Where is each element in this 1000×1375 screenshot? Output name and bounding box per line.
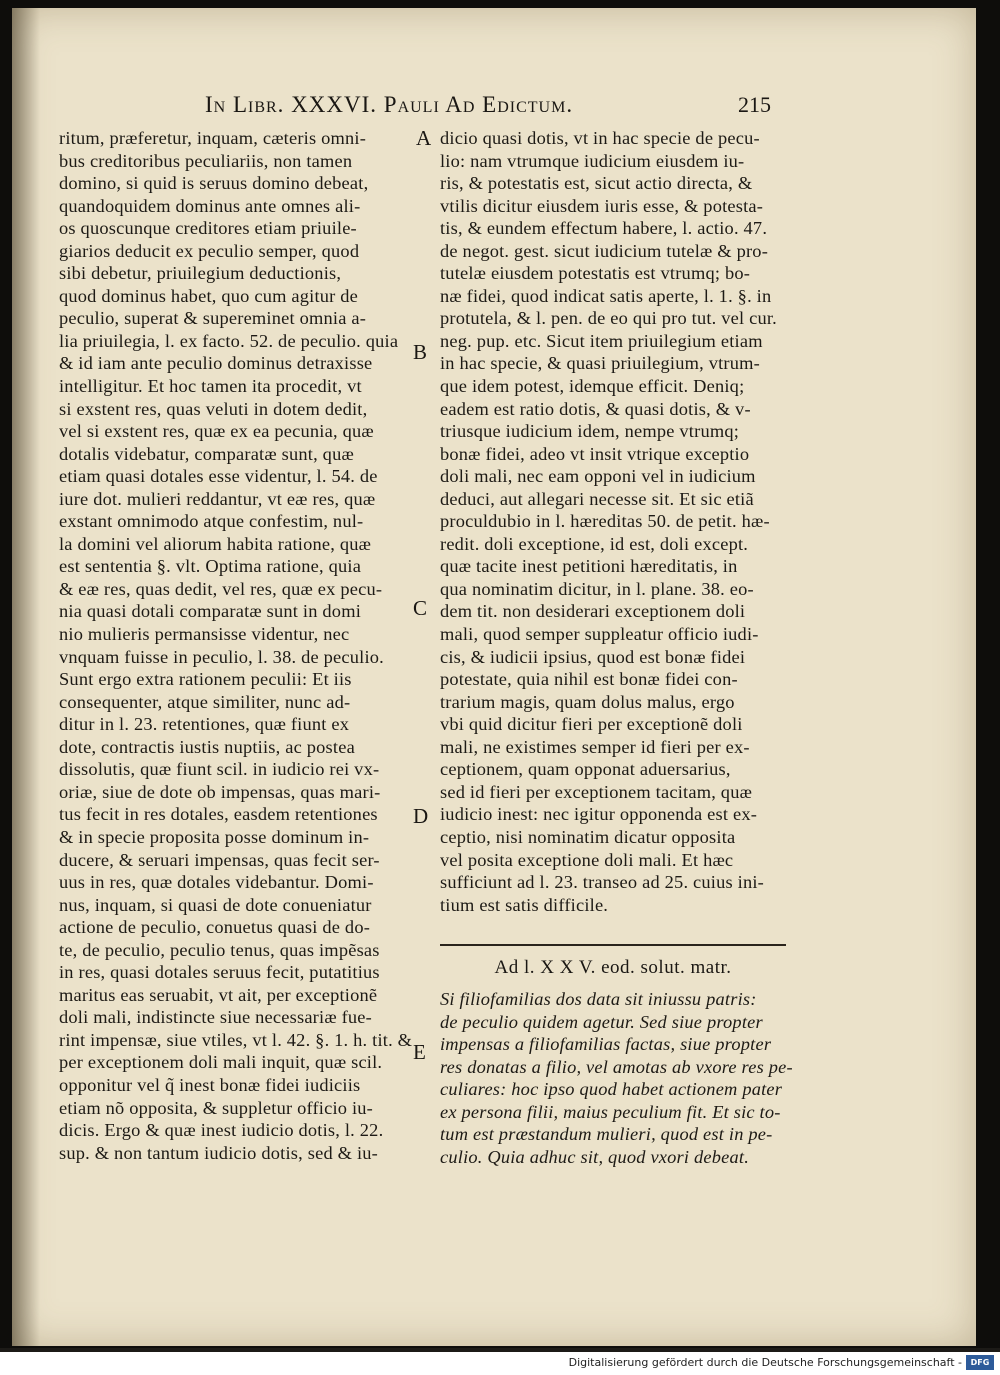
text-line: mali, ne existimes semper id fieri per ex- <box>440 736 750 757</box>
text-line: bonæ fidei, adeo vt insit vtrique exceptio <box>440 443 750 464</box>
text-line: tis, & eundem effectum habere, l. actio. 47. <box>440 218 768 239</box>
margin-letter-c: C <box>413 596 428 620</box>
text-line: etiam quasi dotales esse videntur, l. 54. de <box>59 466 378 487</box>
text-line: potestate, quia nihil est bonæ fidei con- <box>440 669 738 690</box>
text-line: ceptio, nisi nominatim dicatur opposita <box>440 826 736 847</box>
text-line: iure dot. mulieri reddantur, vt eæ res, quæ <box>59 488 376 509</box>
page-gutter-shadow <box>12 8 40 1346</box>
text-line: dicis. Ergo & quæ inest iudicio dotis, l. 22. <box>59 1120 384 1141</box>
text-line: nio mulieris permansisse videntur, nec <box>59 624 350 645</box>
text-line: doli mali, indistincte siue necessariæ fue- <box>59 1007 372 1028</box>
text-line: vel posita exceptione doli mali. Et hæc <box>440 849 734 870</box>
text-line: si exstent res, quas veluti in dotem dedit, <box>59 398 368 419</box>
text-line: trarium magis, quam dolus malus, ergo <box>440 691 735 712</box>
text-line: & id iam ante peculio dominus detraxisse <box>59 353 373 374</box>
text-line: culio. Quia adhuc sit, quod vxori debeat. <box>440 1146 750 1167</box>
text-line: sup. & non tantum iudicio dotis, sed & iu- <box>59 1142 378 1163</box>
text-line: neg. pup. etc. Sicut item priuilegium etiam <box>440 330 763 351</box>
text-line: lio: nam vtrumque iudicium eiusdem iu- <box>440 150 745 171</box>
text-line: que idem potest, idemque efficit. Deniq; <box>440 376 745 397</box>
text-line: domino, si quid is seruus domino debeat, <box>59 173 369 194</box>
text-line: tium est satis difficile. <box>440 894 609 915</box>
text-line: redit. doli exceptione, id est, doli except. <box>440 533 749 554</box>
text-line: tutelæ eiusdem potestatis est vtrumq; bo- <box>440 263 751 284</box>
text-line: ducere, & seruari impensas, quas fecit ser- <box>59 849 380 870</box>
text-line: nia quasi dotali comparatæ sunt in domi <box>59 601 362 622</box>
text-line: peculio, superat & supereminet omnia a- <box>59 308 367 329</box>
text-line: vtilis dicitur eiusdem iuris esse, & potesta- <box>440 195 764 216</box>
footer-credit: Digitalisierung gefördert durch die Deutsche Forschungsgemeinschaft - <box>568 1356 962 1369</box>
text-line: quandoquidem dominus ante omnes ali- <box>59 195 361 216</box>
running-head <box>0 92 1000 120</box>
text-line: ex persona filii, maius peculium fit. Et sic to- <box>440 1101 781 1122</box>
text-line: la domini vel aliorum habita ratione, quæ <box>59 533 372 554</box>
text-line: protutela, & l. pen. de eo qui pro tut. vel cur. <box>440 308 777 329</box>
text-line: etiam nõ opposita, & suppletur officio iu- <box>59 1097 374 1118</box>
text-line: bus creditoribus peculiariis, non tamen <box>59 150 353 171</box>
text-line: cis, & iudicii ipsius, quod est bonæ fidei <box>440 646 746 667</box>
text-line: lia priuilegia, l. ex facto. 52. de peculio. quia <box>59 330 399 351</box>
text-line: ritum, præferetur, inquam, cæteris omni- <box>59 128 367 148</box>
text-line: dote, contractis iustis nuptiis, ac postea <box>59 736 355 757</box>
text-line: in res, quasi dotales seruus fecit, putatitius <box>59 962 380 983</box>
text-line: culiares: hoc ipso quod habet actionem pater <box>440 1079 783 1100</box>
text-line: ditur in l. 23. retentiones, quæ fiunt ex <box>59 714 350 735</box>
page-number: 215 <box>738 92 771 117</box>
text-line: triusque iudicium idem, nempe vtrumq; <box>440 421 740 442</box>
text-line: dem tit. non desiderari exceptionem doli <box>440 601 746 622</box>
text-line: os quoscunque creditores etiam priuile- <box>59 218 357 239</box>
text-line: quod dominus habet, quo cum agitur de <box>59 285 359 306</box>
text-line: Sunt ergo extra rationem peculii: Et iis <box>59 669 352 690</box>
text-line: & eæ res, quas dedit, vel res, quæ ex pecu- <box>59 578 383 599</box>
text-line: doli mali, nec eam opponi vel in iudicium <box>440 466 756 487</box>
margin-letter-d: D <box>413 804 429 828</box>
text-line: iudicio inest: nec igitur opponenda est ex- <box>440 804 758 825</box>
text-line: dicio quasi dotis, vt in hac specie de pecu- <box>440 128 760 148</box>
text-line: sed id fieri per exceptionem tacitam, quæ <box>440 781 753 802</box>
text-line: maritus eas seruabit, vt ait, per exceptionẽ <box>59 984 378 1005</box>
text-line: & in specie proposita posse dominum in- <box>59 826 370 847</box>
right-column-quoted-text <box>440 988 793 1168</box>
section-heading: Ad l. X X V. eod. solut. matr. <box>494 957 732 978</box>
text-line: qua nominatim dicitur, in l. plane. 38. eo- <box>440 578 754 599</box>
text-line: ris, & potestatis est, sicut actio directa, & <box>440 173 753 194</box>
dfg-logo: DFG <box>966 1355 994 1370</box>
text-line: sibi debetur, priuilegium deductionis, <box>59 263 342 284</box>
text-line: tum est præstandum mulieri, quod est in pe- <box>440 1124 773 1145</box>
text-line: res donatas a filio, vel amotas ab vxore res pe- <box>440 1056 793 1077</box>
right-text-column <box>440 127 785 916</box>
margin-letter-a: A <box>416 126 432 150</box>
text-line: mali, quod semper suppleatur officio iudi- <box>440 624 759 645</box>
text-line: næ fidei, quod indicat satis aperte, l. 1. §. in <box>440 285 772 306</box>
text-line: in hac specie, & quasi priuilegium, vtrum- <box>440 353 760 374</box>
text-line: actione de peculio, conuetus quasi de do- <box>59 917 371 938</box>
text-line: nus, inquam, si quasi de dote conueniatur <box>59 894 372 915</box>
running-title: In Libr. XXXVI. Pauli Ad Edictum. <box>205 92 574 117</box>
text-line: sufficiunt ad l. 23. transeo ad 25. cuius ini- <box>440 872 764 893</box>
margin-letter-e: E <box>413 1040 426 1064</box>
margin-letter-b: B <box>413 340 428 364</box>
text-line: eadem est ratio dotis, & quasi dotis, & v- <box>440 398 751 419</box>
text-line: est sententia §. vlt. Optima ratione, quia <box>59 556 362 577</box>
text-line: proculdubio in l. hæreditas 50. de petit. hæ- <box>440 511 770 532</box>
text-line: giarios deducit ex peculio semper, quod <box>59 240 360 261</box>
text-line: deduci, aut allegari necesse sit. Et sic etiã <box>440 488 754 509</box>
text-line: consequenter, atque similiter, nunc ad- <box>59 691 351 712</box>
text-line: tus fecit in res dotales, easdem retentiones <box>59 804 378 825</box>
text-line: oriæ, siue de dote ob impensas, quas mari- <box>59 781 381 802</box>
text-line: de negot. gest. sicut iudicium tutelæ & pro- <box>440 240 769 261</box>
left-text-column <box>59 127 413 1164</box>
text-line: Si filiofamilias dos data sit iniussu patris: <box>440 989 757 1009</box>
text-line: vnquam fuisse in peculio, l. 38. de peculio. <box>59 646 384 667</box>
text-line: opponitur vel q̃ inest bonæ fidei iudiciis <box>59 1074 361 1095</box>
text-line: rint impensæ, siue vtiles, vt l. 42. §. 1. h. tit. & <box>59 1029 413 1050</box>
text-line: te, de peculio, peculio tenus, quas impẽsas <box>59 939 380 960</box>
text-line: intelligitur. Et hoc tamen ita procedit, vt <box>59 376 362 397</box>
text-line: vbi quid dicitur fieri per exceptionẽ doli <box>440 714 743 735</box>
section-rule <box>440 944 786 946</box>
digitization-footer <box>0 1352 1000 1375</box>
text-line: vel si exstent res, quæ ex ea pecunia, quæ <box>59 421 374 442</box>
text-line: de peculio quidem agetur. Sed siue propter <box>440 1011 763 1032</box>
text-line: exstant omnimodo atque confestim, nul- <box>59 511 364 532</box>
text-line: uus in res, quæ dotales videbantur. Domi- <box>59 872 374 893</box>
text-line: dotalis videbatur, comparatæ sunt, quæ <box>59 443 354 464</box>
text-line: per exceptionem doli mali inquit, quæ scil. <box>59 1052 383 1073</box>
text-line: quæ tacite inest petitioni hæreditatis, in <box>440 556 738 577</box>
text-line: impensas a filiofamilias factas, siue propter <box>440 1034 772 1055</box>
text-line: dissolutis, quæ fiunt scil. in iudicio rei vx- <box>59 759 380 780</box>
text-line: ceptionem, quam opponat aduersarius, <box>440 759 731 780</box>
